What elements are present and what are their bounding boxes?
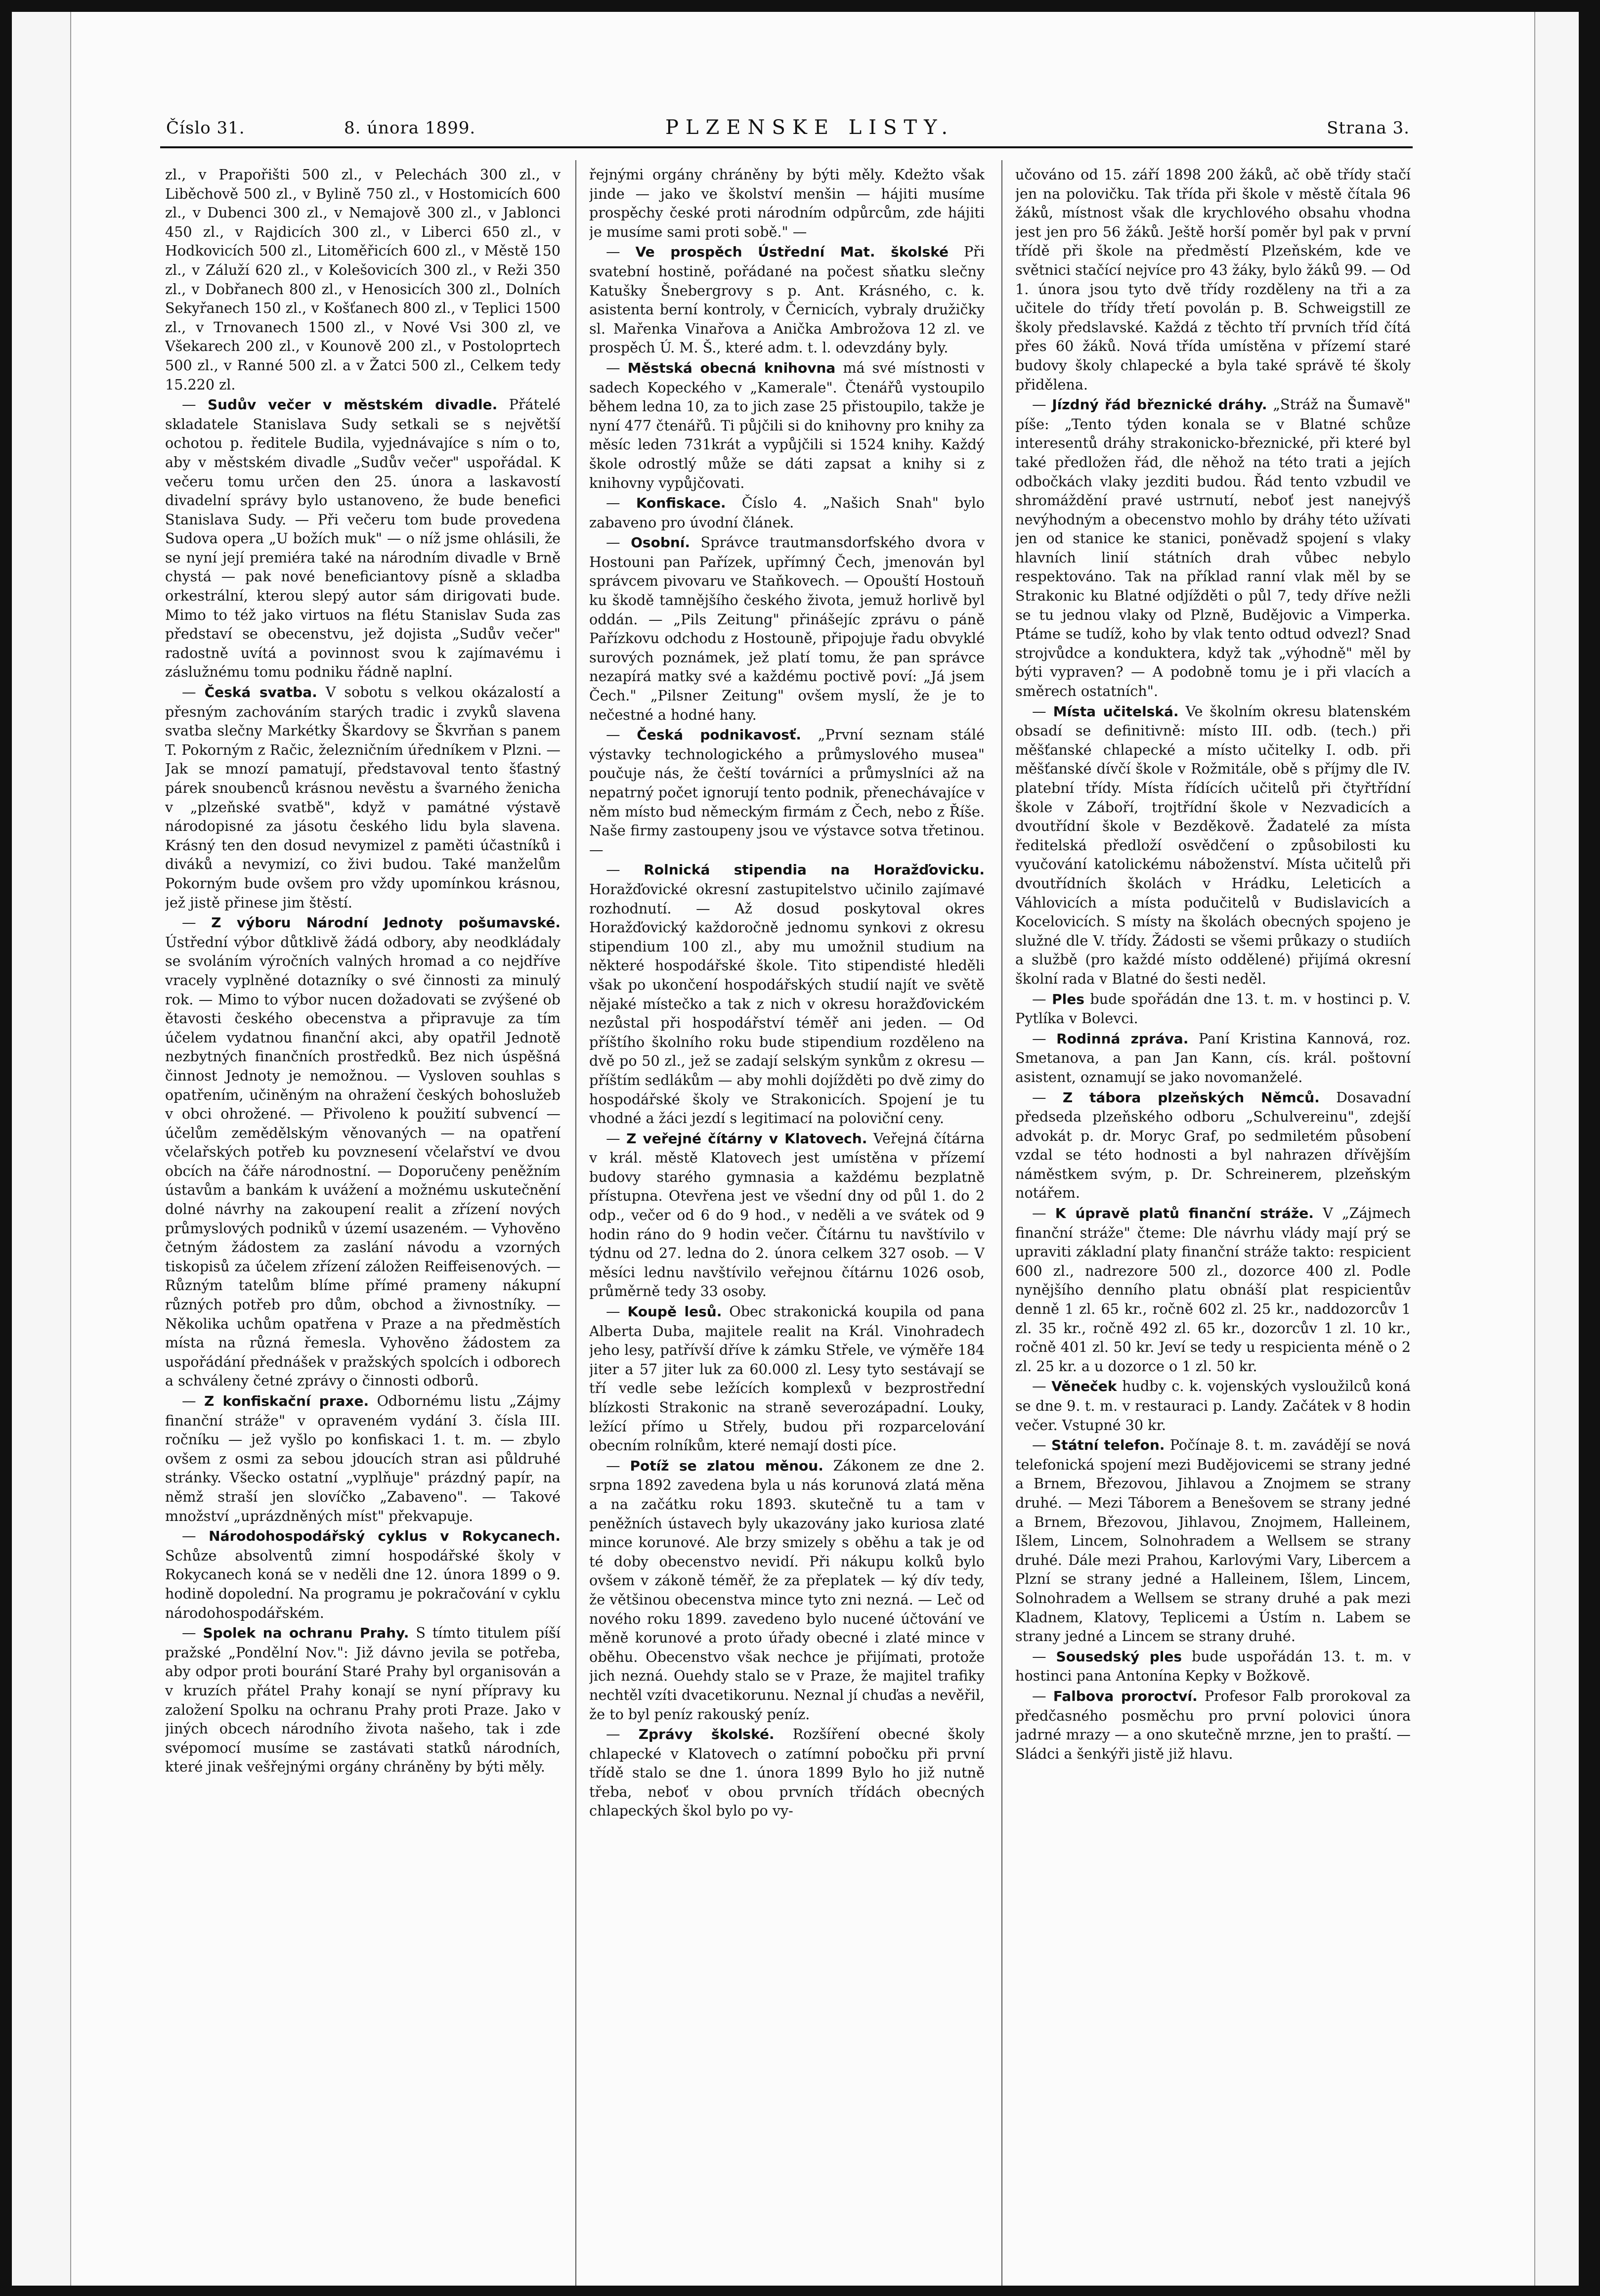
article-headline: Sousedský ples <box>1056 1648 1182 1665</box>
article-text: bude uspořádán 13. t. m. v hostinci pana Antonína Kepky v Božkově. <box>1015 1647 1411 1685</box>
article-paragraph: — Ples bude spořádán dne 13. t. m. v hostinci p. V. Pytlíka v Bolevci. <box>1015 990 1411 1027</box>
page-header <box>166 113 1410 148</box>
article-paragraph: — Z veřejné čítárny v Klatovech. Veřejná čítárna v král. městě Klatovech jest umístěna v přízemí budovy starého gymnasia a každému bezplatně přístupna. Otevřena jest ve všední dny od půl 1. do 2 odp., večer od 6 do 9 hod., v neděli a ve svátek od 9 hodin ráno do 9 hodin večer. Čítárnu tu navštívilo v týdnu od 27. ledna do 2. února celkem 327 osob. — V měsíci lednu navštívilo veřejnou čítárnu 1026 osob, průměrně tedy 33 osoby. <box>589 1129 985 1300</box>
article-text: Profesor Falb prorokoval za předčasného posměchu pro první polovici února jadrné mrazy — a ono skutečně mrzne, jen to praští. — Sládci a šenkýři jistě již hlavu. <box>1015 1687 1411 1762</box>
article-text: bude spořádán dne 13. t. m. v hostinci p. V. Pytlíka v Bolevci. <box>1015 990 1411 1027</box>
column-2 <box>589 165 985 2286</box>
article-paragraph: — K úpravě platů finanční stráže. V „Zájmech finanční stráže" čteme: Dle návrhu vlády mají prý se upraviti základní platy finanční stráže takto: respicient 600 zl., nadrezore 500 zl., dozorce 400 zl. Podle nynějšího denního platu obnáší plat respicientův denně 1 zl. 65 kr., ročně 602 zl. 25 kr., naddozorcův 1 zl. 35 kr., ročně 492 zl. 65 kr., dozorcův 1 zl. 10 kr., ročně 401 zl. 50 kr. Jeví se tedy u respicienta méně o 2 zl. 25 kr. a u dozorce o 1 zl. 50 kr. <box>1015 1205 1411 1375</box>
article-text: Ve školním okresu blatenském obsadí se definitivně: místo III. odb. (tech.) při měšťanské chlapecké a místo učitelky I. odb. při měšťanské dívčí škole v Rožmitále, obě s příjmy dle IV. platební třídy. Místa řídících učitelů při čtyřtřídní škole v Záboří, trojtřídní škole v Nezvadicích a dvoutřídní škole v Bezděkově. Žadatelé za místa ředitelská předloží osvědčení o způsobilosti ku vyučování katolickému náboženství. Místa učitelů při dvoutřídních školách v Hrádku, Leleticích a Váhlovicích a místa podučitelů v Budislavicích a Kocelovicích. S místy na školách obecných spojeno je služné dle V. třídy. Žádosti se všemi průkazy o studiích a službě (pro každé místo oddělené) přijímá okresní školní rada v Blatné do šesti neděl. <box>1015 702 1411 987</box>
article-text: Zákonem ze dne 2. srpna 1892 zavedena byla u nás korunová zlatá měna a na začátku roku 1893. skutečně tu a tam v peněžních ústavech byly ukazovány jako kuriosa zlaté mince korunové. Ale brzy smizely s oběhu a tak je od té doby obecenstvo nevidí. Při nákupu kolků bylo ovšem v zákoně téměř, že za přeplatek — ký dív tedy, že většinou obecenstva mince tyto zni nezná. — Leč od nového roku 1899. zavedeno bylo nucené účtování ve měně korunové a proto úřady obecné i zlaté mince v oběhu. Obecenstvo však nechce je přijímati, protože jich nezná. Ouehdy stalo se v Praze, že majitel trafiky nechtěl vzíti dvacetikorunu. Neznal jí chuďas a nevěřil, že to byl peníz rakouský peníz. <box>589 1457 985 1723</box>
article-headline: Zprávy školské. <box>638 1726 775 1743</box>
header-rule <box>160 146 1413 148</box>
article-paragraph: — Rolnická stipendia na Horažďovicku. Horažďovické okresní zastupitelstvo učinilo zajímavé rozhodnutí. — Až dosud poskytoval okres Horažďovický každoročně jednomu synkovi z okresu stipendium 100 zl., aby mu umožnil studium na některé hospodářské škole. Tito stipendisté hleděli však po ukončení hospodářských studií najít ve světě nějaké místečko a tak z nich v okresu horažďovickém nezůstal při hospodářství téměř ani jeden. — Od příštího školního roku bude stipendium rozděleno na dvě po 50 zl., jež se zadají selským synkům z okresu — příštím sedlákům — aby mohli dojížděti po dvě zimy do hospodářské školy ve Strakonicích. Spojení je tu vhodné a žáci jezdí s legitimací na poloviční ceny. <box>589 861 985 1127</box>
article-paragraph: — Státní telefon. Počínaje 8. t. m. zavádějí se nová telefonická spojení mezi Budějovicemi se strany jedné a Brnem, Březovou, Jihlavou a Znojmem se strany druhé. — Mezi Táborem a Benešovem se strany jedné a Brnem, Březovou, Jihlavou, Znojmem, Halleinem, Išlem, Lincem, Solnohradem a Wellsem se strany druhé. Dále mezi Prahou, Karlovými Vary, Libercem a Plzní se strany jedné a Halleinem, Išlem, Lincem, Solnohradem a Wellsem se strany druhé a pak mezi Kladnem, Klatovy, Teplicemi a Ústím n. Labem se strany jedné a Lincem se strany druhé. <box>1015 1436 1411 1645</box>
article-headline: Rolnická stipendia na Horažďovicku. <box>644 862 985 878</box>
article-paragraph: — Z tábora plzeňských Němců. Dosavadní předseda plzeňského odboru „Schulvereinu", zdejší advokát p. dr. Moryc Graf, po sedmiletém působení vzdal se této hodnosti a byl nahrazen dřívějším náměstkem svým, p. Dr. Schreinerem, plzeňským notářem. <box>1015 1088 1411 1202</box>
article-text: Veřejná čítárna v král. městě Klatovech jest umístěna v přízemí budovy starého gymnasia a každému bezplatně přístupna. Otevřena jest ve všední dny od půl 1. do 2 odp., večer od 6 do 9 hod., v neděli a ve svátek od 9 hodin ráno do 9 hodin večer. Čítárnu tu navštívilo v týdnu od 27. ledna do 2. února celkem 327 osob. — V měsíci lednu navštívilo veřejnou čítárnu 1026 osob, průměrně tedy 33 osoby. <box>589 1129 985 1300</box>
article-headline: Z tábora plzeňských Němců. <box>1062 1089 1320 1106</box>
article-paragraph <box>165 165 561 394</box>
article-paragraph: — Spolek na ochranu Prahy. S tímto titulem píší pražské „Pondělní Nov.": Již dávno jevila se potřeba, aby odpor proti bourání Staré Prahy byl organisován a v kruzích přátel Prahy konají se nyní přípravy ku založení Spolku na ochranu Prahy proti Praze. Jako v jiných obcech národního života našeho, tak i zde svépomocí musíme se zastávati statků národních, které jinak vešřejnými orgány chráněny by býti měly. <box>165 1624 561 1776</box>
article-text: S tímto titulem píší pražské „Pondělní Nov.": Již dávno jevila se potřeba, aby odpor proti bourání Staré Prahy byl organisován a v kruzích přátel Prahy konají se nyní přípravy ku založení Spolku na ochranu Prahy proti Praze. Jako v jiných obcech národního života našeho, tak i zde svépomocí musíme se zastávati statků národních, které jinak vešřejnými orgány chráněny by býti měly. <box>165 1624 561 1776</box>
article-headline: Jízdný řád březnické dráhy. <box>1052 396 1267 413</box>
article-headline: Z konfiskační praxe. <box>204 1393 369 1409</box>
article-headline: Spolek na ochranu Prahy. <box>203 1625 409 1642</box>
article-headline: Ples <box>1052 991 1084 1007</box>
article-paragraph: — Z konfiskační praxe. Odbornému listu „Zájmy finanční stráže" v opraveném vydání 3. čísla III. ročníku — jež vyšlo po konfiskaci 1. t. m. — zbylo ovšem z osmi za sebou jdoucích stran asi půldruhé stránky. Všecko ostatní „vyplňuje" prázdný papír, na němž straší jen slovíčko „Zabaveno". — Takové množství „uprázdněných míst" překvapuje. <box>165 1392 561 1524</box>
issue-number: Číslo 31. <box>166 118 245 138</box>
article-paragraph: — Místa učitelská. Ve školním okresu blatenském obsadí se definitivně: místo III. odb. (tech.) při měšťanské chlapecké a místo učitelky I. odb. při měšťanské dívčí škole v Rožmitále, obě s příjmy dle IV. platební třídy. Místa řídících učitelů při čtyřtřídní škole v Záboří, trojtřídní škole v Nezvadicích a dvoutřídní škole v Bezděkově. Žadatelé za místa ředitelská předloží osvědčení o způsobilosti ku vyučování katolickému náboženství. Místa učitelů při dvoutřídních školách v Hrádku, Leleticích a Váhlovicích a místa podučitelů v Budislavicích a Kocelovicích. S místy na školách obecných spojeno je služné dle V. třídy. Žádosti se všemi průkazy o studiích a službě (pro každé místo oddělené) přijímá okresní školní rada v Blatné do šesti neděl. <box>1015 702 1411 987</box>
article-headline: Z výboru Národní Jednoty pošumavské. <box>211 914 561 931</box>
page-number: Strana 3. <box>1327 118 1410 138</box>
article-text: „První seznam stálé výstavky technologického a průmyslového musea" poučuje nás, že čeští továrníci a průmyslníci až na nepatrný počet ignorují tento podnik, přenechávajíce v něm místo bud německým firmám z Čech, nebo z Říše. Naše firmy zastoupeny jsou ve výstavce sotva třetinou. — <box>589 726 985 858</box>
article-text: Dosavadní předseda plzeňského odboru „Schulvereinu", zdejší advokát p. dr. Moryc Graf, po sedmiletém působení vzdal se této hodnosti a byl nahrazen dřívějším náměstkem svým, p. Dr. Schreinerem, plzeňským notářem. <box>1015 1088 1411 1202</box>
article-paragraph <box>1015 165 1411 394</box>
article-text: hudby c. k. vojenských vysloužilců koná se dne 9. t. m. v restauraci p. Landy. Začátek v 8 hodin večer. Vstupné 30 kr. <box>1015 1378 1411 1433</box>
article-text: Počínaje 8. t. m. zavádějí se nová telefonická spojení mezi Budějovicemi se strany jedné a Brnem, Březovou, Jihlavou a Znojmem se strany druhé. — Mezi Táborem a Benešovem se strany jedné a Brnem, Březovou, Jihlavou, Znojmem, Halleinem, Išlem, Lincem, Solnohradem a Wellsem se strany druhé. Dále mezi Prahou, Karlovými Vary, Libercem a Plzní se strany jedné a Halleinem, Išlem, Lincem, Solnohradem a Wellsem se strany druhé a pak mezi Kladnem, Klatovy, Teplicemi a Ústím n. Labem se strany jedné a Lincem se strany druhé. <box>1015 1436 1411 1645</box>
article-paragraph: — Rodinná zpráva. Paní Kristina Kannová, roz. Smetanova, a pan Jan Kann, cís. král. poštovní asistent, oznamují se jako novomanželé. <box>1015 1030 1411 1085</box>
article-paragraph: — Koupě lesů. Obec strakonická koupila od pana Alberta Duba, majitele realit na Král. Vinohradech jeho lesy, patřívší dříve k zámku Střele, ve výměře 184 jiter a 57 jiter luk za 60.000 zl. Lesy tyto sestávají se tří vedle sebe ležících komplexů v bezprostřední blízkosti Strakonic na straně severozápadní. Louky, ležící přímo u Střely, budou při rozparcelování obecním rolníkům, které nemají dosti píce. <box>589 1303 985 1454</box>
article-paragraph: — Konfiskace. Číslo 4. „Našich Snah" bylo zabaveno pro úvodní článek. <box>589 494 985 531</box>
article-text: Paní Kristina Kannová, roz. Smetanova, a pan Jan Kann, cís. král. poštovní asistent, oznamují se jako novomanželé. <box>1015 1030 1411 1085</box>
scanned-page <box>12 12 1579 2286</box>
article-paragraph: — Jízdný řád březnické dráhy. „Stráž na Šumavě" píše: „Tento týden konala se v Blatné schůze interesentů dráhy strakonicko-březnické, při které byl také předložen řád, dle něhož na této trati a jejích odbočkách vlaky jezditi budou. Řád tento vzbudil ve shromáždění pravé ustrnutí, neboť jest nanejvýš nevýhodným a obecenstvo mohlo by dráhy této užívati jen od stanice ke stanici, poněvadž spojení s vlaky hlavních linií státních drah vůbec nebylo respektováno. Tak na příklad ranní vlak měl by se Strakonic ku Blatné odjížděti o půl 7, tedy dříve nežli se tu jednou vlaky od Plzně, Budějovic a Vimperka. Ptáme se tudíž, koho by vlak tento odtud odvezl? Snad strojvůdce a konduktera, když tak „výhodně" měl by býti vypraven? — A podobně tomu je i při vlacích a směrech ostatních". <box>1015 396 1411 700</box>
article-text: Přátelé skladatele Stanislava Sudy setkali se s největší ochotou p. ředitele Budila, vyjednávajíce s ním o to, aby v městském divadle „Sudův večer" uspořádal. K večeru tomu určen den 25. února a laskavostí divadelní správy bylo ustanoveno, že bude benefici Stanislava Sudy. — Při večeru tom bude provedena Sudova opera „U božích muk" — o níž jsme ohlásili, že se nyní její premiéra také na národním divadle v Brně chystá — pak nové beneficiantovy písně a skladba orkestrální, kterou slepý autor sám dirigovati bude. Mimo to též jako virtuos na flétu Stanislav Suda zas představí se obecenstvu, jež dojista „Sudův večer" radostně uvítá a povinnost svou k zajímavému i záslužnému tomu podniku řádně naplní. <box>165 396 561 681</box>
article-headline: Věneček <box>1051 1378 1117 1395</box>
article-headline: Koupě lesů. <box>627 1303 722 1320</box>
article-text: V „Zájmech finanční stráže" čteme: Dle návrhu vlády mají prý se upraviti základní platy finanční stráže takto: respicient 600 zl., nadrezore 500 zl., dozorce 400 zl. Podle nynějšího denního platu obnáší plat respicientův denně 1 zl. 65 kr., ročně 602 zl. 25 kr., naddozorcův 1 zl. 35 kr., ročně 492 zl. 65 kr., dozorcův 1 zl. 10 kr., ročně 401 zl. 50 kr. Jeví se tedy u respicienta méně o 2 zl. 25 kr. a u dozorce o 1 zl. 50 kr. <box>1015 1205 1411 1375</box>
article-headline: Konfiskace. <box>636 495 726 512</box>
article-text: Obec strakonická koupila od pana Alberta Duba, majitele realit na Král. Vinohradech jeho lesy, patřívší dříve k zámku Střele, ve výměře 184 jiter a 57 jiter luk za 60.000 zl. Lesy tyto sestávají se tří vedle sebe ležících komplexů v bezprostřední blízkosti Strakonic na straně severozápadní. Louky, ležící přímo u Střely, budou při rozparcelování obecním rolníkům, které nemají dosti píce. <box>589 1303 985 1454</box>
article-headline: Česká svatba. <box>204 684 317 701</box>
article-text: řejnými orgány chráněny by býti měly. Kdežto však jinde — jako ve školství menšin — hájiti musíme prospěchy české proti národním odpůrcům, zde hájiti je musíme sami proti sobě." — <box>589 166 985 240</box>
article-paragraph: — Z výboru Národní Jednoty pošumavské. Ústřední výbor důtklivě žádá odbory, aby neodkládaly se svoláním výročních valných hromad a co nejdříve vracely vyplněné dotazníky o své činnosti za minulý rok. — Mimo to výbor nucen dožadovati se zvýšené ob ětavosti českého obecenstva a připravuje za tím účelem vydatnou finanční akci, aby opatřil Jednotě nezbytných finančních prostředků. Bez nich úspěšná činnost Jednoty je nemožnou. — Vysloven souhlas s opatřením, učiněným na ohražení českých bohoslužeb v obci ohrožené. — Přivoleno k použití subvencí — účelům zemědělským věnovaných — na opatření včelařských potřeb ku povznesení včelařství ve dvou obcích na čáře národnostní. — Doporučeny peněžním ústavům a bankám k uvážení a možnému uskutečnění dolné návrhy na zakoupení realit a zřízení nových průmyslových podniků v území usazeném. — Vyhověno četným žádostem za zaslání návodu a vzorných tiskopisů za účelem zřízení záložen Reiffeisenových. — Různým tatelům blíme přímé prameny nákupní různých potřeb pro dům, obchod a živnostníky. — Několika uchům opatřena v Praze a na předměstích místa na různá řemesla. Vyhověno žádostem za uspořádání přednášek v pražských spolcích i odborech a schváleny četné zprávy o činnosti odborů. <box>165 914 561 1389</box>
article-text: V sobotu s velkou okázalostí a přesným zachováním starých tradic i zvyků slavena svatba slečny Markétky Škardovy se Škvrňan s panem T. Pokorným z Račic, železničním úředníkem v Plzni. — Jak se mnozí pamatují, představoval tento šťastný párek snoubenců krásnou nevěstu a švarného ženicha v „plzeňské svatbě", když v památné výstavě národopisné za jásotu českého lidu byla slavena. Krásný ten den dosud nevymizel z paměti účastníků i diváků a nevymizí, co živi budou. Také manželům Pokorným bude ovšem pro vždy upomínkou krásnou, jež jistě přinese jim štěstí. <box>165 684 561 911</box>
article-headline: K úpravě platů finanční stráže. <box>1055 1205 1314 1222</box>
article-headline: Falbova proroctví. <box>1053 1688 1198 1704</box>
article-paragraph: — Potíž se zlatou měnou. Zákonem ze dne 2. srpna 1892 zavedena byla u nás korunová zlatá měna a na začátku roku 1893. skutečně tu a tam v peněžních ústavech byly ukazovány jako kuriosa zlaté mince korunové. Ale brzy smizely s oběhu a tak je od té doby obecenstvo nevidí. Při nákupu kolků bylo ovšem v zákoně téměř, že za přeplatek — ký dív tedy, že většinou obecenstva mince tyto zni nezná. — Leč od nového roku 1899. zavedeno bylo nucené účtování ve měně korunové a proto úřady obecné i zlaté mince v oběhu. Obecenstvo však nechce je přijímati, protože jich nezná. Ouehdy stalo se v Praze, že majitel trafiky nechtěl vzíti dvacetikorunu. Neznal jí chuďas a nevěřil, že to byl peníz rakouský peníz. <box>589 1457 985 1723</box>
article-paragraph: — Městská obecná knihovna má své místnosti v sadech Kopeckého v „Kamerale". Čtenářů vystoupilo během ledna 10, za to jich zase 25 přistoupilo, takže je nyní 477 čtenářů. Ti půjčili si do knihovny pro knihy za měsíc leden 731krát a vypůjčili si 1524 knihy. Každý škole odrostlý může se dáti zapsat a knihy si z knihovny vypůjčovati. <box>589 359 985 491</box>
article-paragraph: — Česká svatba. V sobotu s velkou okázalostí a přesným zachováním starých tradic i zvyků slavena svatba slečny Markétky Škardovy se Škvrňan s panem T. Pokorným z Račic, železničním úředníkem v Plzni. — Jak se mnozí pamatují, představoval tento šťastný párek snoubenců krásnou nevěstu a švarného ženicha v „plzeňské svatbě", když v památné výstavě národopisné za jásotu českého lidu byla slavena. Krásný ten den dosud nevymizel z paměti účastníků i diváků a nevymizí, co živi budou. Také manželům Pokorným bude ovšem pro vždy upomínkou krásnou, jež jistě přinese jim štěstí. <box>165 684 561 911</box>
column-3 <box>1015 165 1411 2286</box>
article-headline: Ve prospěch Ústřední Mat. školské <box>635 244 949 260</box>
article-paragraph: — Sudův večer v městském divadle. Přátelé skladatele Stanislava Sudy setkali se s největší ochotou p. ředitele Budila, vyjednávajíce s ním o to, aby v městském divadle „Sudův večer" uspořádal. K večeru tomu určen den 25. února a laskavostí divadelní správy bylo ustanoveno, že bude benefici Stanislava Sudy. — Při večeru tom bude provedena Sudova opera „U božích muk" — o níž jsme ohlásili, že se nyní její premiéra také na národním divadle v Brně chystá — pak nové beneficiantovy písně a skladba orkestrální, kterou slepý autor sám dirigovati bude. Mimo to též jako virtuos na flétu Stanislav Suda zas představí se obecenstvu, jež dojista „Sudův večer" radostně uvítá a povinnost svou k zajímavému i záslužnému tomu podniku řádně naplní. <box>165 396 561 681</box>
article-text: „Stráž na Šumavě" píše: „Tento týden konala se v Blatné schůze interesentů dráhy strakonicko-březnické, při které byl také předložen řád, dle něhož na této trati a jejích odbočkách vlaky jezditi budou. Řád tento vzbudil ve shromáždění pravé ustrnutí, neboť jest nanejvýš nevýhodným a obecenstvo mohlo by dráhy této užívati jen od stanice ke stanici, poněvadž spojení s vlaky hlavních linií státních drah vůbec nebylo respektováno. Tak na příklad ranní vlak měl by se Strakonic ku Blatné odjížděti o půl 7, tedy dříve nežli se tu jednou vlaky od Plzně, Budějovic a Vimperka. Ptáme se tudíž, koho by vlak tento odtud odvezl? Snad strojvůdce a konduktera, když tak „výhodně" měl by býti vypraven? — A podobně tomu je i při vlacích a směrech ostatních". <box>1015 396 1411 700</box>
article-headline: Z veřejné čítárny v Klatovech. <box>626 1130 867 1147</box>
article-headline: Rodinná zpráva. <box>1056 1030 1189 1047</box>
article-text: Horažďovické okresní zastupitelstvo učinilo zajímavé rozhodnutí. — Až dosud poskytoval okres Horažďovický každoročně jednomu synkovi z okresu stipendium 100 zl., aby mu umožnil studium na některé hospodářské škole. Tito stipendisté hleděli však po ukončení hospodářských studií najít ve světě nějaké místečko a tak z nich v okresu horažďovickém nezůstal při hospodářství téměř ani jeden. — Od příštího školního roku bude stipendium rozděleno na dvě po 50 zl., jež se zadají selským synkům z okresu — příštím sedlákům — aby mohli dojížděti po dvě zimy do hospodářské školy ve Strakonicích. Spojení je tu vhodné a žáci jezdí s legitimací na poloviční ceny. <box>589 880 985 1127</box>
article-paragraph: — Ve prospěch Ústřední Mat. školské Při svatební hostině, pořádané na počest sňatku slečny Katušky Šnebergrovy s p. Ant. Krásného, c. k. asistenta berní kontroly, v Černicích, vybraly družičky sl. Mařenka Vinařova a Anička Ambrožova 12 zl. ve prospěch Ú. M. Š., které adm. t. l. odevzdány byly. <box>589 243 985 356</box>
article-paragraph <box>589 165 985 241</box>
issue-date: 8. února 1899. <box>344 118 476 138</box>
article-text: Rozšíření obecné školy chlapecké v Klatovech o zatímní pobočku při první třídě stalo se dne 1. února 1899 Bylo ho již nutně třeba, neboť v obou prvních třídách obecných chlapeckých škol bylo po vy- <box>589 1726 985 1819</box>
article-headline: Městská obecná knihovna <box>627 359 836 376</box>
article-text: zl., v Prapořišti 500 zl., v Pelechách 300 zl., v Liběchově 500 zl., v Bylině 750 zl., v Hostomicích 600 zl., v Dubenci 300 zl., v Nemajově 300 zl., v Jablonci 450 zl., v Rajdicích 300 zl., v Liberci 650 zl., v Hodkovicích 500 zl., Litoměřicích 600 zl., v Městě 150 zl., v Záluží 620 zl., v Kolešovicích 300 zl., v Reži 350 zl., v Dobřanech 800 zl., v Henosicích 300 zl., Dolních Sekyřanech 150 zl., v Košťanech 800 zl., v Teplici 1500 zl., v Trnovanech 1500 zl., v Nové Vsi 300 zl, ve Všekarech 200 zl., v Kounově 200 zl., v Postoloprtech 500 zl., v Ranné 500 zl. a v Žatci 500 zl., Celkem tedy 15.220 zl. <box>165 166 561 393</box>
article-headline: Sudův večer v městském divadle. <box>207 396 498 413</box>
article-headline: Státní telefon. <box>1051 1437 1165 1454</box>
article-paragraph: — Věneček hudby c. k. vojenských vysloužilců koná se dne 9. t. m. v restauraci p. Landy. Začátek v 8 hodin večer. Vstupné 30 kr. <box>1015 1378 1411 1433</box>
column-divider <box>1001 160 1002 2286</box>
article-text: učováno od 15. září 1898 200 žáků, ač obě třídy stačí jen na polovičku. Tak třída při škole v městě čítala 96 žáků, místnost však dle krychlového obsahu vhodna jest jen pro 56 žáků. Ještě horší poměr byl pak v první třídě při škole na předměstí Plzeňském, kde ve světnici stačící nejvíce pro 43 žáky, bylo žáků 99. — Od 1. února jsou tyto dvě třídy rozděleny na tři a za učitele do třídy třetí povolán p. B. Schweigstill ze školy předslavské. Každá z těchto tří prvních tříd čítá přes 60 žáků. Nová třída umístěna v přízemí staré budovy školy chlapecké a byla také správě té školy přidělena. <box>1015 166 1411 393</box>
article-text: má své místnosti v sadech Kopeckého v „Kamerale". Čtenářů vystoupilo během ledna 10, za to jich zase 25 přistoupilo, takže je nyní 477 čtenářů. Ti půjčili si do knihovny pro knihy za měsíc leden 731krát a vypůjčili si 1524 knihy. Každý škole odrostlý může se dáti zapsat a knihy si z knihovny vypůjčovati. <box>589 359 985 491</box>
article-headline: Národohospodářský cyklus v Rokycanech. <box>209 1528 561 1545</box>
article-paragraph: — Národohospodářský cyklus v Rokycanech. Schůze absolventů zimní hospodářské školy v Rokycanech koná se v neděli dne 12. února 1899 o 9. hodině dopolední. Na programu je pokračování v cyklu národohospodářském. <box>165 1527 561 1621</box>
article-paragraph: — Osobní. Správce trautmansdorfského dvora v Hostouni pan Pařízek, upřímný Čech, jmenován byl správcem pivovaru ve Staňkovech. — Opouští Hostouň ku škodě tamnějšího českého života, jemuž horlivě byl oddán. — „Pils Zeitung" přinášejíc zprávu o páně Pařízkovu odchodu z Hostouně, připojuje řadu obvyklé surových poznámek, jež platí tomu, že pan správce nezapírá matky své a každému poctivě poví: „Já jsem Čech." „Pilsner Zeitung" ovšem myslí, že je to nečestné a hodné hany. <box>589 534 985 723</box>
article-paragraph: — Česká podnikavosť. „První seznam stálé výstavky technologického a průmyslového musea" poučuje nás, že čeští továrníci a průmyslníci až na nepatrný počet ignorují tento podnik, přenechávajíce v něm místo bud německým firmám z Čech, nebo z Říše. Naše firmy zastoupeny jsou ve výstavce sotva třetinou. — <box>589 726 985 858</box>
article-text: Při svatební hostině, pořádané na počest sňatku slečny Katušky Šnebergrovy s p. Ant. Krásného, c. k. asistenta berní kontroly, v Černicích, vybraly družičky sl. Mařenka Vinařova a Anička Ambrožova 12 zl. ve prospěch Ú. M. Š., které adm. t. l. odevzdány byly. <box>589 243 985 356</box>
article-paragraph: — Falbova proroctví. Profesor Falb prorokoval za předčasného posměchu pro první polovici února jadrné mrazy — a ono skutečně mrzne, jen to praští. — Sládci a šenkýři jistě již hlavu. <box>1015 1687 1411 1762</box>
article-text: Správce trautmansdorfského dvora v Hostouni pan Pařízek, upřímný Čech, jmenován byl správcem pivovaru ve Staňkovech. — Opouští Hostouň ku škodě tamnějšího českého života, jemuž horlivě byl oddán. — „Pils Zeitung" přinášejíc zprávu o páně Pařízkovu odchodu z Hostouně, připojuje řadu obvyklé surových poznámek, jež platí tomu, že pan správce nezapírá matky své a každému poctivě poví: „Já jsem Čech." „Pilsner Zeitung" ovšem myslí, že je to nečestné a hodné hany. <box>589 534 985 723</box>
article-headline: Místa učitelská. <box>1053 703 1179 720</box>
article-headline: Potíž se zlatou měnou. <box>630 1457 823 1474</box>
article-text: Číslo 4. „Našich Snah" bylo zabaveno pro úvodní článek. <box>589 494 985 531</box>
article-paragraph: — Zprávy školské. Rozšíření obecné školy chlapecké v Klatovech o zatímní pobočku při první třídě stalo se dne 1. února 1899 Bylo ho již nutně třeba, neboť v obou prvních třídách obecných chlapeckých škol bylo po vy- <box>589 1726 985 1819</box>
article-text: Schůze absolventů zimní hospodářské školy v Rokycanech koná se v neděli dne 12. února 1899 o 9. hodině dopolední. Na programu je pokračování v cyklu národohospodářském. <box>165 1547 561 1621</box>
column-divider <box>575 160 576 2286</box>
article-paragraph: — Sousedský ples bude uspořádán 13. t. m. v hostinci pana Antonína Kepky v Božkově. <box>1015 1647 1411 1685</box>
article-text: Odbornému listu „Zájmy finanční stráže" v opraveném vydání 3. čísla III. ročníku — jež vyšlo po konfiskaci 1. t. m. — zbylo ovšem z osmi za sebou jdoucích stran asi půldruhé stránky. Všecko ostatní „vyplňuje" prázdný papír, na němž straší jen slovíčko „Zabaveno". — Takové množství „uprázdněných míst" překvapuje. <box>165 1392 561 1524</box>
column-1 <box>165 165 561 2286</box>
article-headline: Osobní. <box>631 534 691 551</box>
article-headline: Česká podnikavosť. <box>637 727 801 743</box>
article-text: Ústřední výbor důtklivě žádá odbory, aby neodkládaly se svoláním výročních valných hromad a co nejdříve vracely vyplněné dotazníky o své činnosti za minulý rok. — Mimo to výbor nucen dožadovati se zvýšené ob ětavosti českého obecenstva a připravuje za tím účelem vydatnou finanční akci, aby opatřil Jednotě nezbytných finančních prostředků. Bez nich úspěšná činnost Jednoty je nemožnou. — Vysloven souhlas s opatřením, učiněným na ohražení českých bohoslužeb v obci ohrožené. — Přivoleno k použití subvencí — účelům zemědělským věnovaných — na opatření včelařských potřeb ku povznesení včelařství ve dvou obcích na čáře národnostní. — Doporučeny peněžním ústavům a bankám k uvážení a možnému uskutečnění dolné návrhy na zakoupení realit a zřízení nových průmyslových podniků v území usazeném. — Vyhověno četným žádostem za zaslání návodu a vzorných tiskopisů za účelem zřízení záložen Reiffeisenových. — Různým tatelům blíme přímé prameny nákupní různých potřeb pro dům, obchod a živnostníky. — Několika uchům opatřena v Praze a na předměstích místa na různá řemesla. Vyhověno žádostem za uspořádání přednášek v pražských spolcích i odborech a schváleny četné zprávy o činnosti odborů. <box>165 933 561 1389</box>
newspaper-title: PLZENSKE LISTY. <box>665 116 955 139</box>
